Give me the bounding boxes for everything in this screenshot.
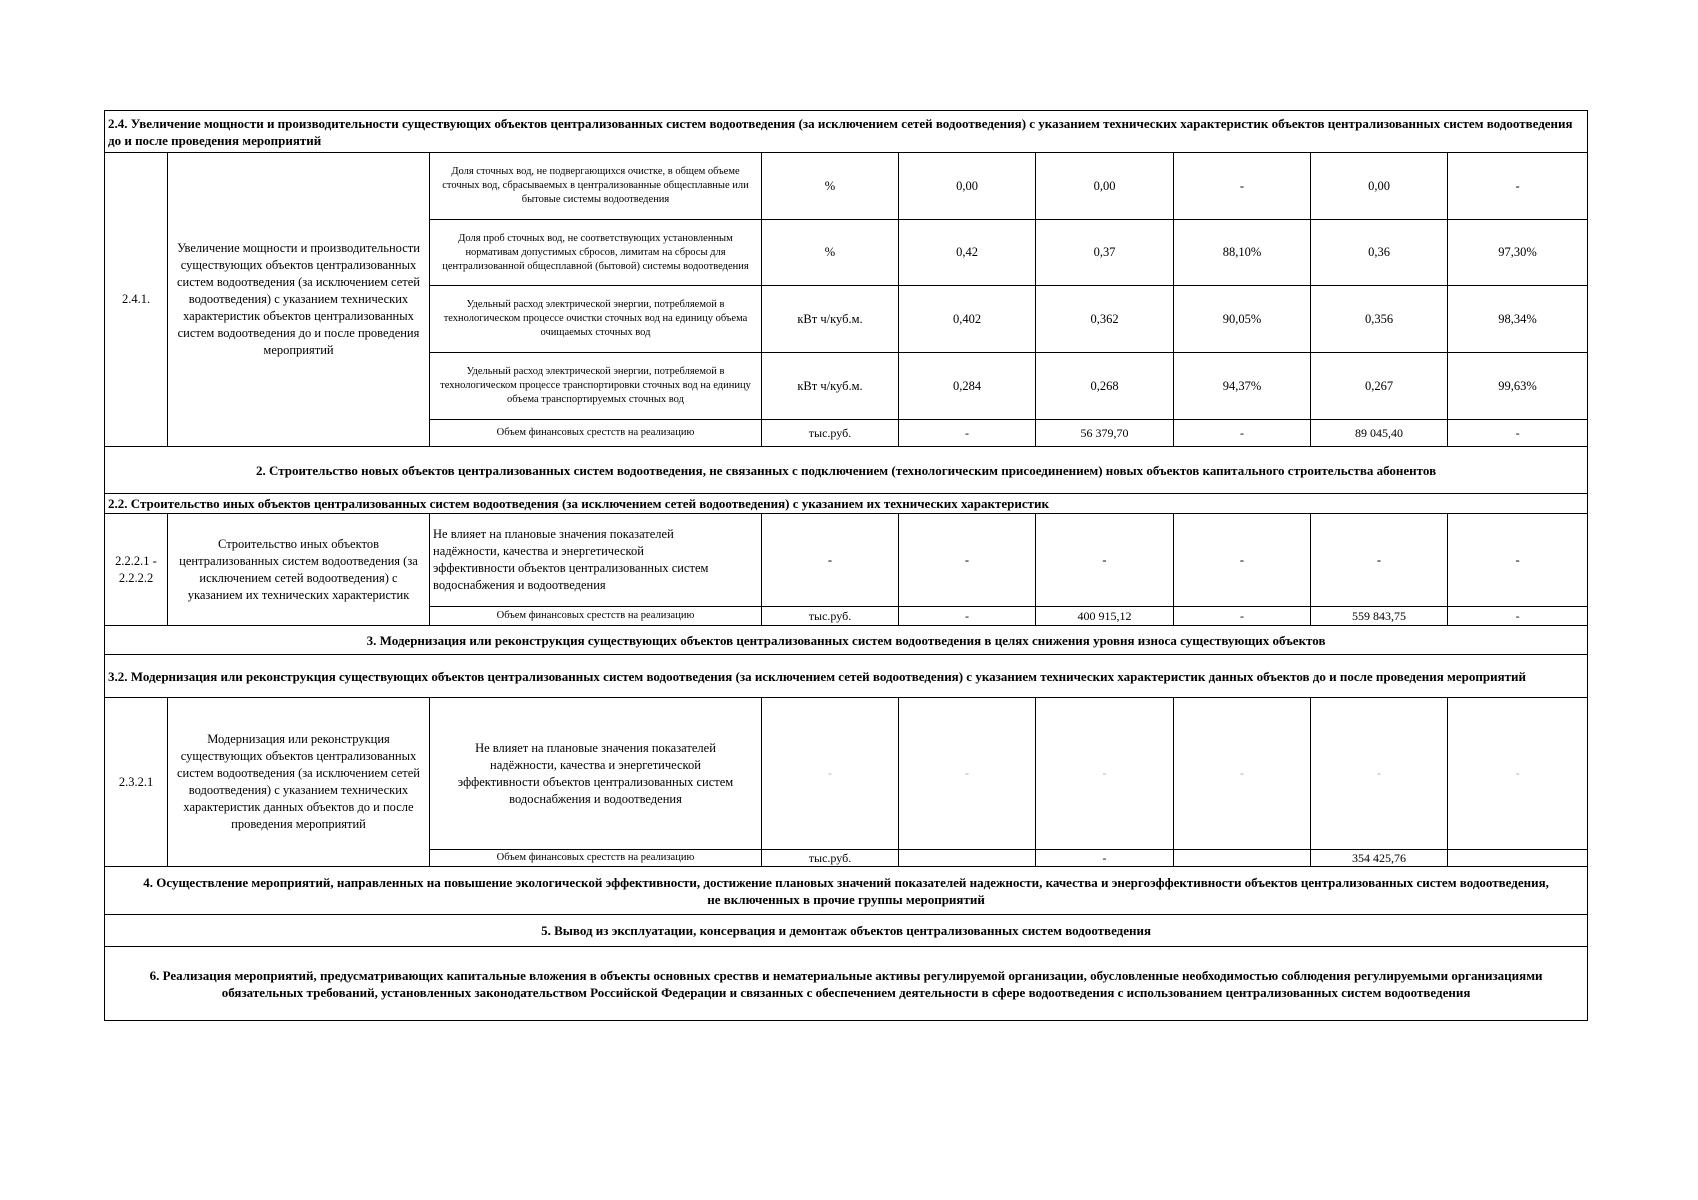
value-cell: 0,402 [899, 286, 1036, 353]
value-cell: - [1174, 153, 1311, 220]
finance-label: Объем финансовых срестств на реализацию [430, 420, 762, 447]
group-name: Модернизация или реконструкция существующих объектов централизованных систем водоотведения (за исключением сетей водоотведения) с указанием технических характеристик данных объектов до и после проведения мероприятий [168, 698, 430, 867]
section-header-6: 6. Реализация мероприятий, предусматривающих капитальные вложения в объекты основных срествв и нематериальные активы регулируемой организации, обусловленные необходимостью соблюдения регулируемыми организациями обязательных требований, установленных законодательством Российской Федерации и связанных с обеспечением деятельности в сфере водоотведения с использованием централизованных систем водоотведения [105, 947, 1588, 1021]
value-cell: - [1174, 514, 1311, 607]
value-cell: 0,37 [1036, 220, 1174, 286]
group-name: Строительство иных объектов централизованных систем водоотведения (за исключением сетей водоотведения) с указанием их технических характеристик [168, 514, 430, 626]
finance-value [899, 850, 1036, 867]
indicator-row [105, 514, 1588, 607]
finance-unit: тыс.руб. [762, 420, 899, 447]
value-cell: - [1448, 153, 1588, 220]
indicator-cell: Доля сточных вод, не подвергающихся очистке, в общем объеме сточных вод, сбрасываемых в централизованные общесплавные или бытовые системы водоотведения [430, 153, 762, 220]
value-cell: - [1174, 698, 1311, 850]
unit-cell: кВт ч/куб.м. [762, 353, 899, 420]
value-cell: 94,37% [1174, 353, 1311, 420]
value-cell: 0,284 [899, 353, 1036, 420]
section-header-2-2: 2.2. Строительство иных объектов централизованных систем водоотведения (за исключением сетей водоотведения) с указанием их технических характеристик [105, 494, 1588, 514]
unit-cell: - [762, 698, 899, 850]
indicator-cell: Удельный расход электрической энергии, потребляемой в технологическом процессе транспортировки сточных вод на единицу объема транспортируемых сточных вод [430, 353, 762, 420]
value-cell: 0,268 [1036, 353, 1174, 420]
section-row [105, 111, 1588, 153]
value-cell: 0,356 [1311, 286, 1448, 353]
value-cell: 0,00 [1311, 153, 1448, 220]
value-cell: 98,34% [1448, 286, 1588, 353]
section-row [105, 915, 1588, 947]
finance-value: 559 843,75 [1311, 607, 1448, 626]
section-header-2: 2. Строительство новых объектов централизованных систем водоотведения, не связанных с подключением (технологическим присоединением) новых объектов капитального строительства абонентов [105, 447, 1588, 494]
finance-value [1448, 850, 1588, 867]
value-cell: 90,05% [1174, 286, 1311, 353]
section-row [105, 947, 1588, 1021]
section-header-2-4: 2.4. Увеличение мощности и производительности существующих объектов централизованных систем водоотведения (за исключением сетей водоотведения) с указанием технических характеристик объектов централизованных систем водоотведения до и после проведения мероприятий [105, 111, 1588, 153]
unit-cell: кВт ч/куб.м. [762, 286, 899, 353]
group-number: 2.4.1. [105, 153, 168, 447]
finance-unit: тыс.руб. [762, 850, 899, 867]
group-number: 2.2.2.1 - 2.2.2.2 [105, 514, 168, 626]
indicator-row [105, 153, 1588, 220]
finance-value: 89 045,40 [1311, 420, 1448, 447]
finance-value: - [899, 607, 1036, 626]
finance-value: - [1174, 420, 1311, 447]
value-cell: 0,42 [899, 220, 1036, 286]
finance-value: 400 915,12 [1036, 607, 1174, 626]
value-cell: 0,36 [1311, 220, 1448, 286]
finance-value: - [1036, 850, 1174, 867]
finance-value: 354 425,76 [1311, 850, 1448, 867]
value-cell: 88,10% [1174, 220, 1311, 286]
section-row [105, 867, 1588, 915]
section-row [105, 447, 1588, 494]
value-cell: 0,00 [899, 153, 1036, 220]
section-header-3: 3. Модернизация или реконструкция существующих объектов централизованных систем водоотведения в целях снижения уровня износа существующих объектов [105, 626, 1588, 655]
finance-value: - [899, 420, 1036, 447]
measures-table [104, 110, 1588, 1021]
group-name: Увеличение мощности и производительности существующих объектов централизованных систем водоотведения (за исключением сетей водоотведения) с указанием технических характеристик объектов централизованных систем водоотведения до и после проведения мероприятий [168, 153, 430, 447]
finance-value: 56 379,70 [1036, 420, 1174, 447]
value-cell: 99,63% [1448, 353, 1588, 420]
value-cell: 0,362 [1036, 286, 1174, 353]
finance-value: - [1448, 607, 1588, 626]
section-header-4: 4. Осуществление мероприятий, направленных на повышение экологической эффективности, достижение плановых значений показателей надежности, качества и энергоэффективности объектов централизованных систем водоотведения, не включенных в прочие группы мероприятий [105, 867, 1588, 915]
value-cell: - [899, 514, 1036, 607]
unit-cell: - [762, 514, 899, 607]
finance-value: - [1174, 607, 1311, 626]
section-row [105, 626, 1588, 655]
finance-label: Объем финансовых срестств на реализацию [430, 607, 762, 626]
indicator-cell: Не влияет на плановые значения показателей надёжности, качества и энергетической эффективности объектов централизованных систем водоснабжения и водоотведения [430, 514, 762, 607]
value-cell: 0,267 [1311, 353, 1448, 420]
section-header-5: 5. Вывод из эксплуатации, консервация и демонтаж объектов централизованных систем водоотведения [105, 915, 1588, 947]
value-cell: - [899, 698, 1036, 850]
value-cell: - [1311, 514, 1448, 607]
value-cell: - [1311, 698, 1448, 850]
indicator-cell: Доля проб сточных вод, не соответствующих установленным нормативам допустимых сбросов, лимитам на сбросы для централизованной общесплавной (бытовой) системы водоотведения [430, 220, 762, 286]
indicator-cell: Не влияет на плановые значения показателей надёжности, качества и энергетической эффективности объектов централизованных систем водоснабжения и водоотведения [430, 698, 762, 850]
finance-label: Объем финансовых срестств на реализацию [430, 850, 762, 867]
value-cell: - [1036, 698, 1174, 850]
indicator-row [105, 698, 1588, 850]
value-cell: - [1448, 514, 1588, 607]
value-cell: - [1448, 698, 1588, 850]
group-number: 2.3.2.1 [105, 698, 168, 867]
value-cell: 0,00 [1036, 153, 1174, 220]
unit-cell: % [762, 220, 899, 286]
section-row [105, 494, 1588, 514]
unit-cell: % [762, 153, 899, 220]
section-header-3-2: 3.2. Модернизация или реконструкция существующих объектов централизованных систем водоотведения (за исключением сетей водоотведения) с указанием технических характеристик данных объектов до и после проведения мероприятий [105, 655, 1588, 698]
indicator-cell: Удельный расход электрической энергии, потребляемой в технологическом процессе очистки сточных вод на единицу объема очищаемых сточных вод [430, 286, 762, 353]
finance-value [1174, 850, 1311, 867]
value-cell: 97,30% [1448, 220, 1588, 286]
finance-value: - [1448, 420, 1588, 447]
value-cell: - [1036, 514, 1174, 607]
section-row [105, 655, 1588, 698]
finance-unit: тыс.руб. [762, 607, 899, 626]
